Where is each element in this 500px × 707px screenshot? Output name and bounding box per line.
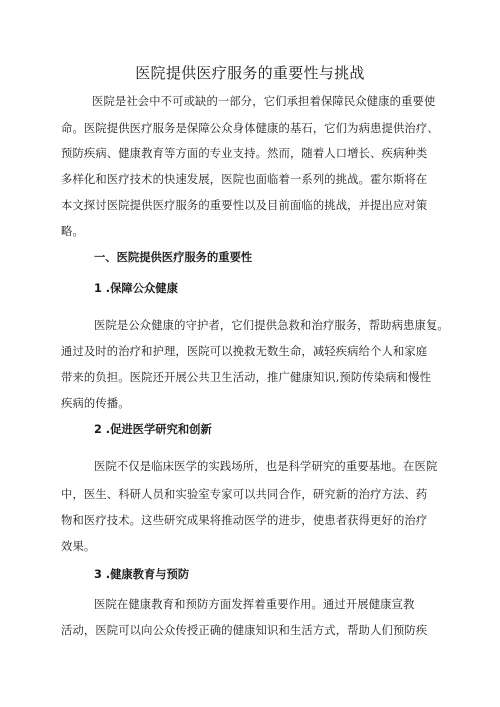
subsection-heading: 1 .保障公众健康 — [94, 282, 178, 295]
intro-line: 命。医院提供医疗服务是保障公众身体健康的基石，它们为病患提供治疗、 — [61, 122, 439, 135]
intro-line: 略。 — [61, 225, 84, 238]
document-title: 医院提供医疗服务的重要性与挑战 — [135, 64, 365, 82]
paragraph-line: 带来的负担。医院还开展公共卫生活动，推广健康知识,预防传染病和慢性 — [61, 371, 432, 384]
paragraph-line: 疾病的传播。 — [61, 397, 130, 410]
section-heading: 一、医院提供医疗服务的重要性 — [94, 251, 253, 264]
paragraph-line: 医院不仅是临床医学的实践场所，也是科学研究的重要基地。在医院 — [94, 460, 438, 473]
intro-line: 本文探讨医院提供医疗服务的重要性以及目前面临的挑战，并提出应对策 — [61, 199, 428, 212]
paragraph-line: 活动，医院可以向公众传授正确的健康知识和生活方式，帮助人们预防疾 — [61, 624, 428, 637]
intro-line: 医院是社会中不可或缺的一部分，它们承担着保障民众健康的重要使 — [92, 95, 436, 108]
subsection-heading: 2 .促进医学研究和创新 — [94, 423, 212, 436]
paragraph-line: 通过及时的治疗和护理，医院可以挽救无数生命，减轻疾病给个人和家庭 — [61, 345, 428, 358]
paragraph-line: 效果。 — [61, 540, 96, 553]
paragraph-line: 物和医疗技术。这些研究成果将推动医学的进步，使患者获得更好的治疗 — [61, 514, 428, 527]
paragraph-line: 医院在健康教育和预防方面发挥着重要作用。通过开展健康宣教 — [94, 598, 415, 611]
paragraph-line: 医院是公众健康的守护者，它们提供急救和治疗服务，帮助病患康复。 — [94, 319, 449, 332]
intro-line: 多样化和医疗技术的快速发展，医院也面临着一系列的挑战。霍尔斯将在 — [61, 173, 428, 186]
intro-line: 预防疾病、健康教育等方面的专业支持。然而，随着人口增长、疾病种类 — [61, 147, 428, 160]
paragraph-line: 中，医生、科研人员和实验室专家可以共同合作，研究新的治疗方法、药 — [61, 488, 428, 501]
subsection-heading: 3 .健康教育与预防 — [94, 568, 190, 581]
